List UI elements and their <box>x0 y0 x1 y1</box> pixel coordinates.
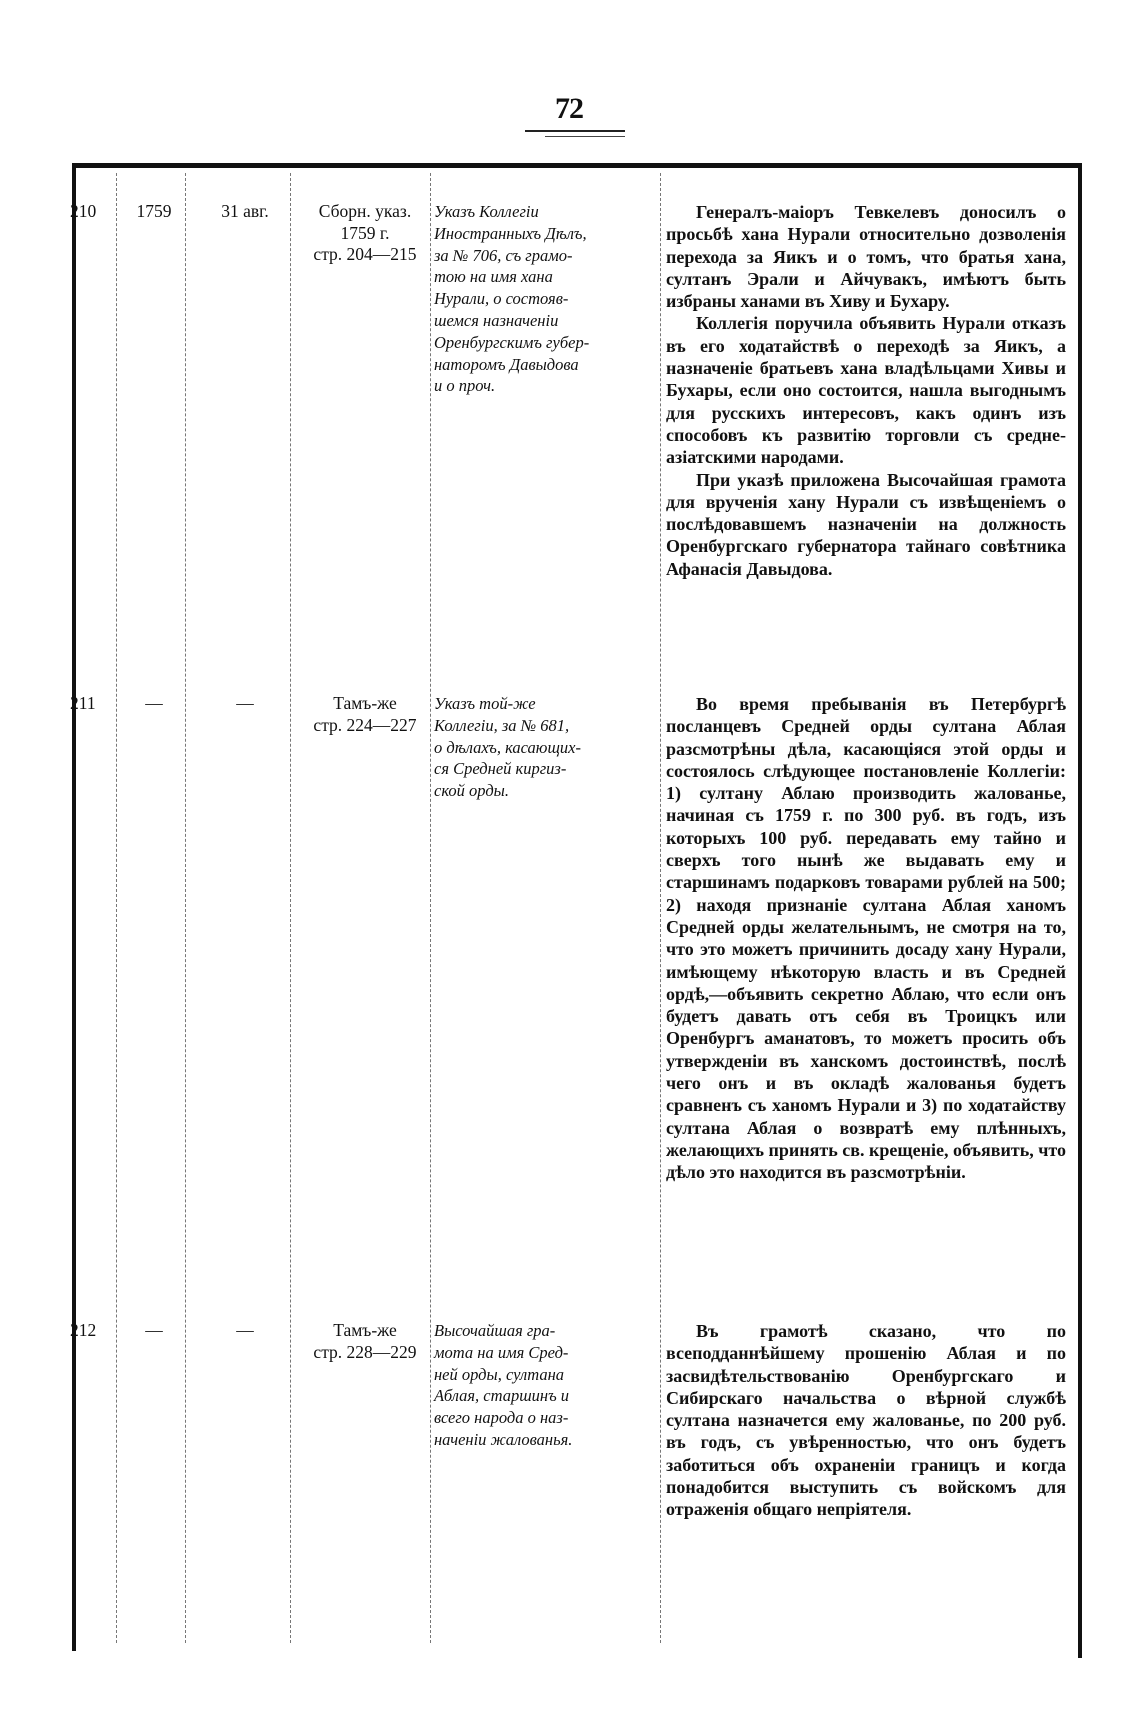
summary-paragraph: Во время пребыванія въ Петербургѣ посланцевъ Средней орды султана Аблая разсмотрѣны дѣла, касающіяся этой орды и состоялось слѣдующее постановленіе Коллегіи: 1) султану Аблаю производить жалованье, начиная съ 1759 г. по 300 руб. въ годъ, изъ которыхъ 100 руб. передавать ему тайно и сверхъ того нынѣ же выдавать ему и старшинамъ подарковъ товарами рублей на 500; 2) находя признаніе султана Аблая ханомъ Средней орды желательнымъ, не смотря на то, что это можетъ причинить досаду хану Нурали, имѣющему нѣкоторую власть и въ Средней ордѣ,—объявить секретно Аблаю, что если онъ будетъ давать отъ себя въ Троицкъ или Оренбургъ аманатовъ, то можетъ просить объ утвержденіи въ ханскомъ достоинствѣ, послѣ чего онъ и въ окладѣ жалованья будетъ сравненъ съ ханомъ Нурали и 3) по ходатайству султана Аблая о возвратѣ ему плѣнныхъ, желающихъ принять св. крещеніе, объявить, что дѣло это находится въ разсмотрѣніи. <box>666 694 1066 1183</box>
title-line: Указъ той-же <box>434 694 536 713</box>
title-line: Оренбургскимъ губер- <box>434 332 590 352</box>
title-line: всего народа о наз- <box>434 1408 569 1428</box>
entry-number: 212 <box>70 1320 97 1340</box>
title-line: ней орды, султана <box>434 1364 565 1384</box>
entry-summary <box>666 693 1066 1184</box>
table-right-rule <box>1078 163 1082 1658</box>
entry-number: 210 <box>70 201 97 221</box>
source-line: стр. 224—227 <box>313 714 417 735</box>
column-divider <box>660 173 661 1643</box>
title-line: наторомъ Давыдова <box>434 354 579 374</box>
entry-year: 1759 <box>136 201 172 221</box>
source-line: стр. 204—215 <box>313 244 417 265</box>
title-line: Коллегіи, за № 681, <box>434 715 570 735</box>
entry-number: 211 <box>70 693 96 713</box>
source-line: Тамъ-же <box>333 1320 397 1340</box>
entry-summary <box>666 1320 1066 1521</box>
entry-source <box>290 693 440 736</box>
chronology-table <box>72 163 1080 1651</box>
source-line: Сборн. указ. <box>318 201 412 221</box>
title-line: шемся назначеніи <box>434 310 559 330</box>
entry-title <box>434 201 656 397</box>
page-number-rule-secondary <box>545 136 625 137</box>
title-line: Нурали, о состояв- <box>434 289 569 309</box>
title-line: Высочайшая гра- <box>434 1321 556 1340</box>
entry-title <box>434 1320 656 1451</box>
title-line: о дѣлахъ, касающих- <box>434 737 581 757</box>
page-number: 72 <box>555 92 583 125</box>
entry-date: — <box>236 1320 254 1340</box>
summary-paragraph: Въ грамотѣ сказано, что по всеподданнѣйшему прошенію Аблая и по засвидѣтельствованію Оренбургскаго и Сибирскаго начальства о вѣрной службѣ султана назначется ему жалованье, по 200 руб. въ годъ, съ увѣренностью, что онъ будетъ заботиться объ охраненіи границъ и когда понадобится выступить съ войскомъ для отраженія общаго непріятеля. <box>666 1321 1066 1520</box>
summary-paragraph: При указѣ приложена Высочайшая грамота для врученія хану Нурали съ извѣщеніемъ о послѣдовавшемъ назначеніи на должность Оренбургскаго губернатора тайнаго совѣтника Афанасія Давыдова. <box>666 469 1066 579</box>
title-line: тою на имя хана <box>434 267 553 287</box>
entry-year: — <box>145 1320 163 1340</box>
title-line: Иностранныхъ Дѣлъ, <box>434 223 587 243</box>
title-line: Указъ Коллегіи <box>434 202 539 221</box>
title-line: Аблая, старшинъ и <box>434 1386 570 1406</box>
entry-date: — <box>236 693 254 713</box>
summary-paragraph: Генералъ-маіоръ Тевкелевъ доносилъ о просьбѣ хана Нурали относительно дозволенія перехода за Яикъ и о томъ, что братья хана, султанъ Эрали и Айчувакъ, имѣютъ быть избраны ханами въ Хиву и Бухару. <box>666 202 1066 312</box>
source-line: стр. 228—229 <box>313 1341 417 1362</box>
page-number-rule <box>525 130 625 132</box>
column-divider <box>290 173 291 1643</box>
column-divider <box>116 173 117 1643</box>
title-line: мота на имя Сред- <box>434 1342 569 1362</box>
entry-source <box>290 1320 440 1363</box>
title-line: и о проч. <box>434 376 496 396</box>
entry-source <box>290 201 440 266</box>
title-line: ся Средней киргиз- <box>434 759 567 779</box>
title-line: ской орды. <box>434 781 509 801</box>
entry-summary <box>666 201 1066 580</box>
entry-date: 31 авг. <box>221 201 269 221</box>
table-top-rule <box>72 163 1082 168</box>
entry-year: — <box>145 693 163 713</box>
table-left-rule <box>72 163 76 1651</box>
source-line: Тамъ-же <box>333 693 397 713</box>
summary-paragraph: Коллегія поручила объявить Нурали отказъ въ его ходатайствѣ о переходѣ за Яикъ, а назначеніе братьевъ хана владѣльцами Хивы и Бухары, если оно состоится, нашла выгоднымъ для русскихъ интересовъ, какъ одинъ изъ способовъ къ развитію торговли съ средне-азіатскими народами. <box>666 313 1066 468</box>
source-line: 1759 г. <box>340 222 390 243</box>
title-line: за № 706, съ грамо- <box>434 245 573 265</box>
column-divider <box>185 173 186 1643</box>
entry-title <box>434 693 656 802</box>
column-divider <box>430 173 431 1643</box>
title-line: наченіи жалованья. <box>434 1429 573 1449</box>
